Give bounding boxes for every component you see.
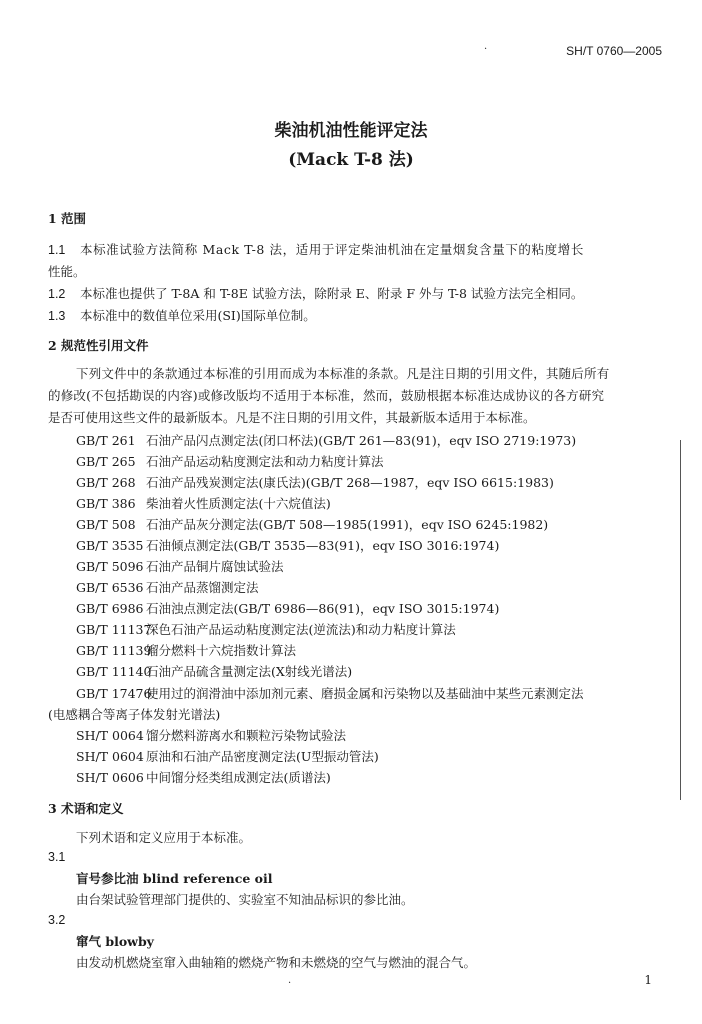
clause-1-1-cont: 性能。	[48, 264, 86, 279]
reference-code: GB/T 265	[76, 454, 136, 469]
reference-code: GB/T 3535	[76, 538, 144, 553]
reference-title: 馏分燃料游离水和颗粒污染物试验法	[146, 728, 347, 743]
clause-1-1-number: 1.1	[48, 243, 66, 257]
section-1-heading: 1 范围	[48, 211, 87, 226]
reference-code: SH/T 0064	[76, 728, 144, 743]
term-3-1-number: 3.1	[48, 850, 66, 864]
reference-code: GB/T 17476	[76, 686, 152, 701]
reference-title: 石油产品硫含量测定法(X射线光谱法)	[146, 664, 353, 679]
reference-item	[76, 726, 346, 744]
reference-item	[76, 684, 584, 702]
section-3-intro: 下列术语和定义应用于本标准。	[76, 830, 252, 845]
reference-item	[76, 662, 352, 680]
reference-title: 中间馏分烃类组成测定法(质谱法)	[146, 770, 331, 785]
reference-code: GB/T 261	[76, 433, 136, 448]
clause-1-3	[48, 306, 316, 324]
scan-mark: ·	[484, 44, 488, 55]
reference-title: 石油产品铜片腐蚀试验法	[146, 559, 284, 574]
reference-item	[76, 473, 554, 491]
reference-item	[76, 578, 259, 596]
reference-code: GB/T 11137	[76, 622, 152, 637]
document-subtitle: (Mack T-8 法)	[288, 150, 414, 170]
section-2-intro-line1: 下列文件中的条款通过本标准的引用而成为本标准的条款。凡是注日期的引用文件，其随后所有	[76, 366, 610, 381]
reference-title: 柴油着火性质测定法(十六烷值法)	[146, 496, 331, 511]
section-3-heading: 3 术语和定义	[48, 801, 124, 816]
reference-item	[76, 599, 499, 617]
reference-code: GB/T 386	[76, 496, 136, 511]
reference-item	[76, 431, 576, 449]
reference-code: GB/T 11140	[76, 664, 152, 679]
section-2-heading: 2 规范性引用文件	[48, 338, 149, 353]
term-3-2-number: 3.2	[48, 913, 66, 927]
reference-item	[76, 747, 379, 765]
reference-item	[76, 641, 296, 659]
page-number: 1	[644, 973, 652, 987]
reference-title: 石油产品蒸馏测定法	[146, 580, 259, 595]
reference-code: GB/T 6986	[76, 601, 144, 616]
term-3-2-definition: 由发动机燃烧室窜入曲轴箱的燃烧产物和未燃烧的空气与燃油的混合气。	[76, 955, 477, 970]
section-2-intro-line2: 的修改(不包括勘误的内容)或修改版均不适用于本标准，然而，鼓励根据本标准达成协议的各方研究	[48, 388, 605, 403]
reference-title: 石油产品运动粘度测定法和动力粘度计算法	[146, 454, 384, 469]
reference-code: GB/T 6536	[76, 580, 144, 595]
standard-number: SH/T 0760—2005	[566, 44, 662, 58]
reference-code: SH/T 0604	[76, 749, 144, 764]
reference-item	[76, 536, 499, 554]
reference-title: 深色石油产品运动粘度测定法(逆流法)和动力粘度计算法	[146, 622, 456, 637]
clause-1-3-text: 本标准中的数值单位采用(SI)国际单位制。	[79, 308, 316, 323]
reference-item	[76, 557, 284, 575]
term-3-1-title: 盲号参比油 blind reference oil	[76, 871, 273, 886]
clause-1-1-line1: 本标准试验方法简称 Mack T-8 法，适用于评定柴油机油在定量烟炱含量下的粘度增长	[79, 242, 584, 257]
clause-1-2	[48, 284, 583, 302]
clause-1-1	[48, 240, 666, 258]
reference-code: GB/T 508	[76, 517, 136, 532]
reference-code: SH/T 0606	[76, 770, 144, 785]
reference-title: 石油产品灰分测定法(GB/T 508—1985(1991)，eqv ISO 6245:1982)	[146, 517, 549, 532]
reference-title: 石油浊点测定法(GB/T 6986—86(91)，eqv ISO 3015:1974)	[146, 601, 500, 616]
reference-title: 使用过的润滑油中添加剂元素、磨损金属和污染物以及基础油中某些元素测定法	[146, 686, 584, 701]
reference-title: 石油倾点测定法(GB/T 3535—83(91)，eqv ISO 3016:1974)	[146, 538, 500, 553]
reference-code: GB/T 5096	[76, 559, 144, 574]
reference-code: GB/T 268	[76, 475, 136, 490]
reference-title: 馏分燃料十六烷指数计算法	[146, 643, 297, 658]
reference-item	[76, 620, 456, 638]
term-3-2-title: 窜气 blowby	[76, 934, 154, 949]
document-title: 柴油机油性能评定法	[274, 121, 428, 141]
clause-1-3-number: 1.3	[48, 309, 66, 323]
scan-margin-line	[680, 440, 681, 800]
term-3-1-definition: 由台架试验管理部门提供的、实验室不知油品标识的参比油。	[76, 892, 414, 907]
reference-item	[76, 494, 331, 512]
section-2-intro-line3: 是否可使用这些文件的最新版本。凡是不注日期的引用文件，其最新版本适用于本标准。	[48, 410, 536, 425]
reference-item	[76, 768, 331, 786]
reference-title: 石油产品残炭测定法(康氏法)(GB/T 268—1987，eqv ISO 6615:1983)	[146, 475, 554, 490]
clause-1-2-number: 1.2	[48, 287, 66, 301]
reference-title: 原油和石油产品密度测定法(U型振动管法)	[146, 749, 379, 764]
reference-title: 石油产品闪点测定法(闭口杯法)(GB/T 261—83(91)，eqv ISO 2719:1973)	[146, 433, 577, 448]
reference-item	[76, 515, 548, 533]
reference-code: GB/T 11139	[76, 643, 152, 658]
scan-mark: ·	[288, 978, 292, 989]
reference-item	[76, 452, 384, 470]
reference-title-cont: (电感耦合等离子体发射光谱法)	[48, 707, 221, 722]
clause-1-2-text: 本标准也提供了 T-8A 和 T-8E 试验方法，除附录 E、附录 F 外与 T-8 试验方法完全相同。	[79, 286, 584, 301]
